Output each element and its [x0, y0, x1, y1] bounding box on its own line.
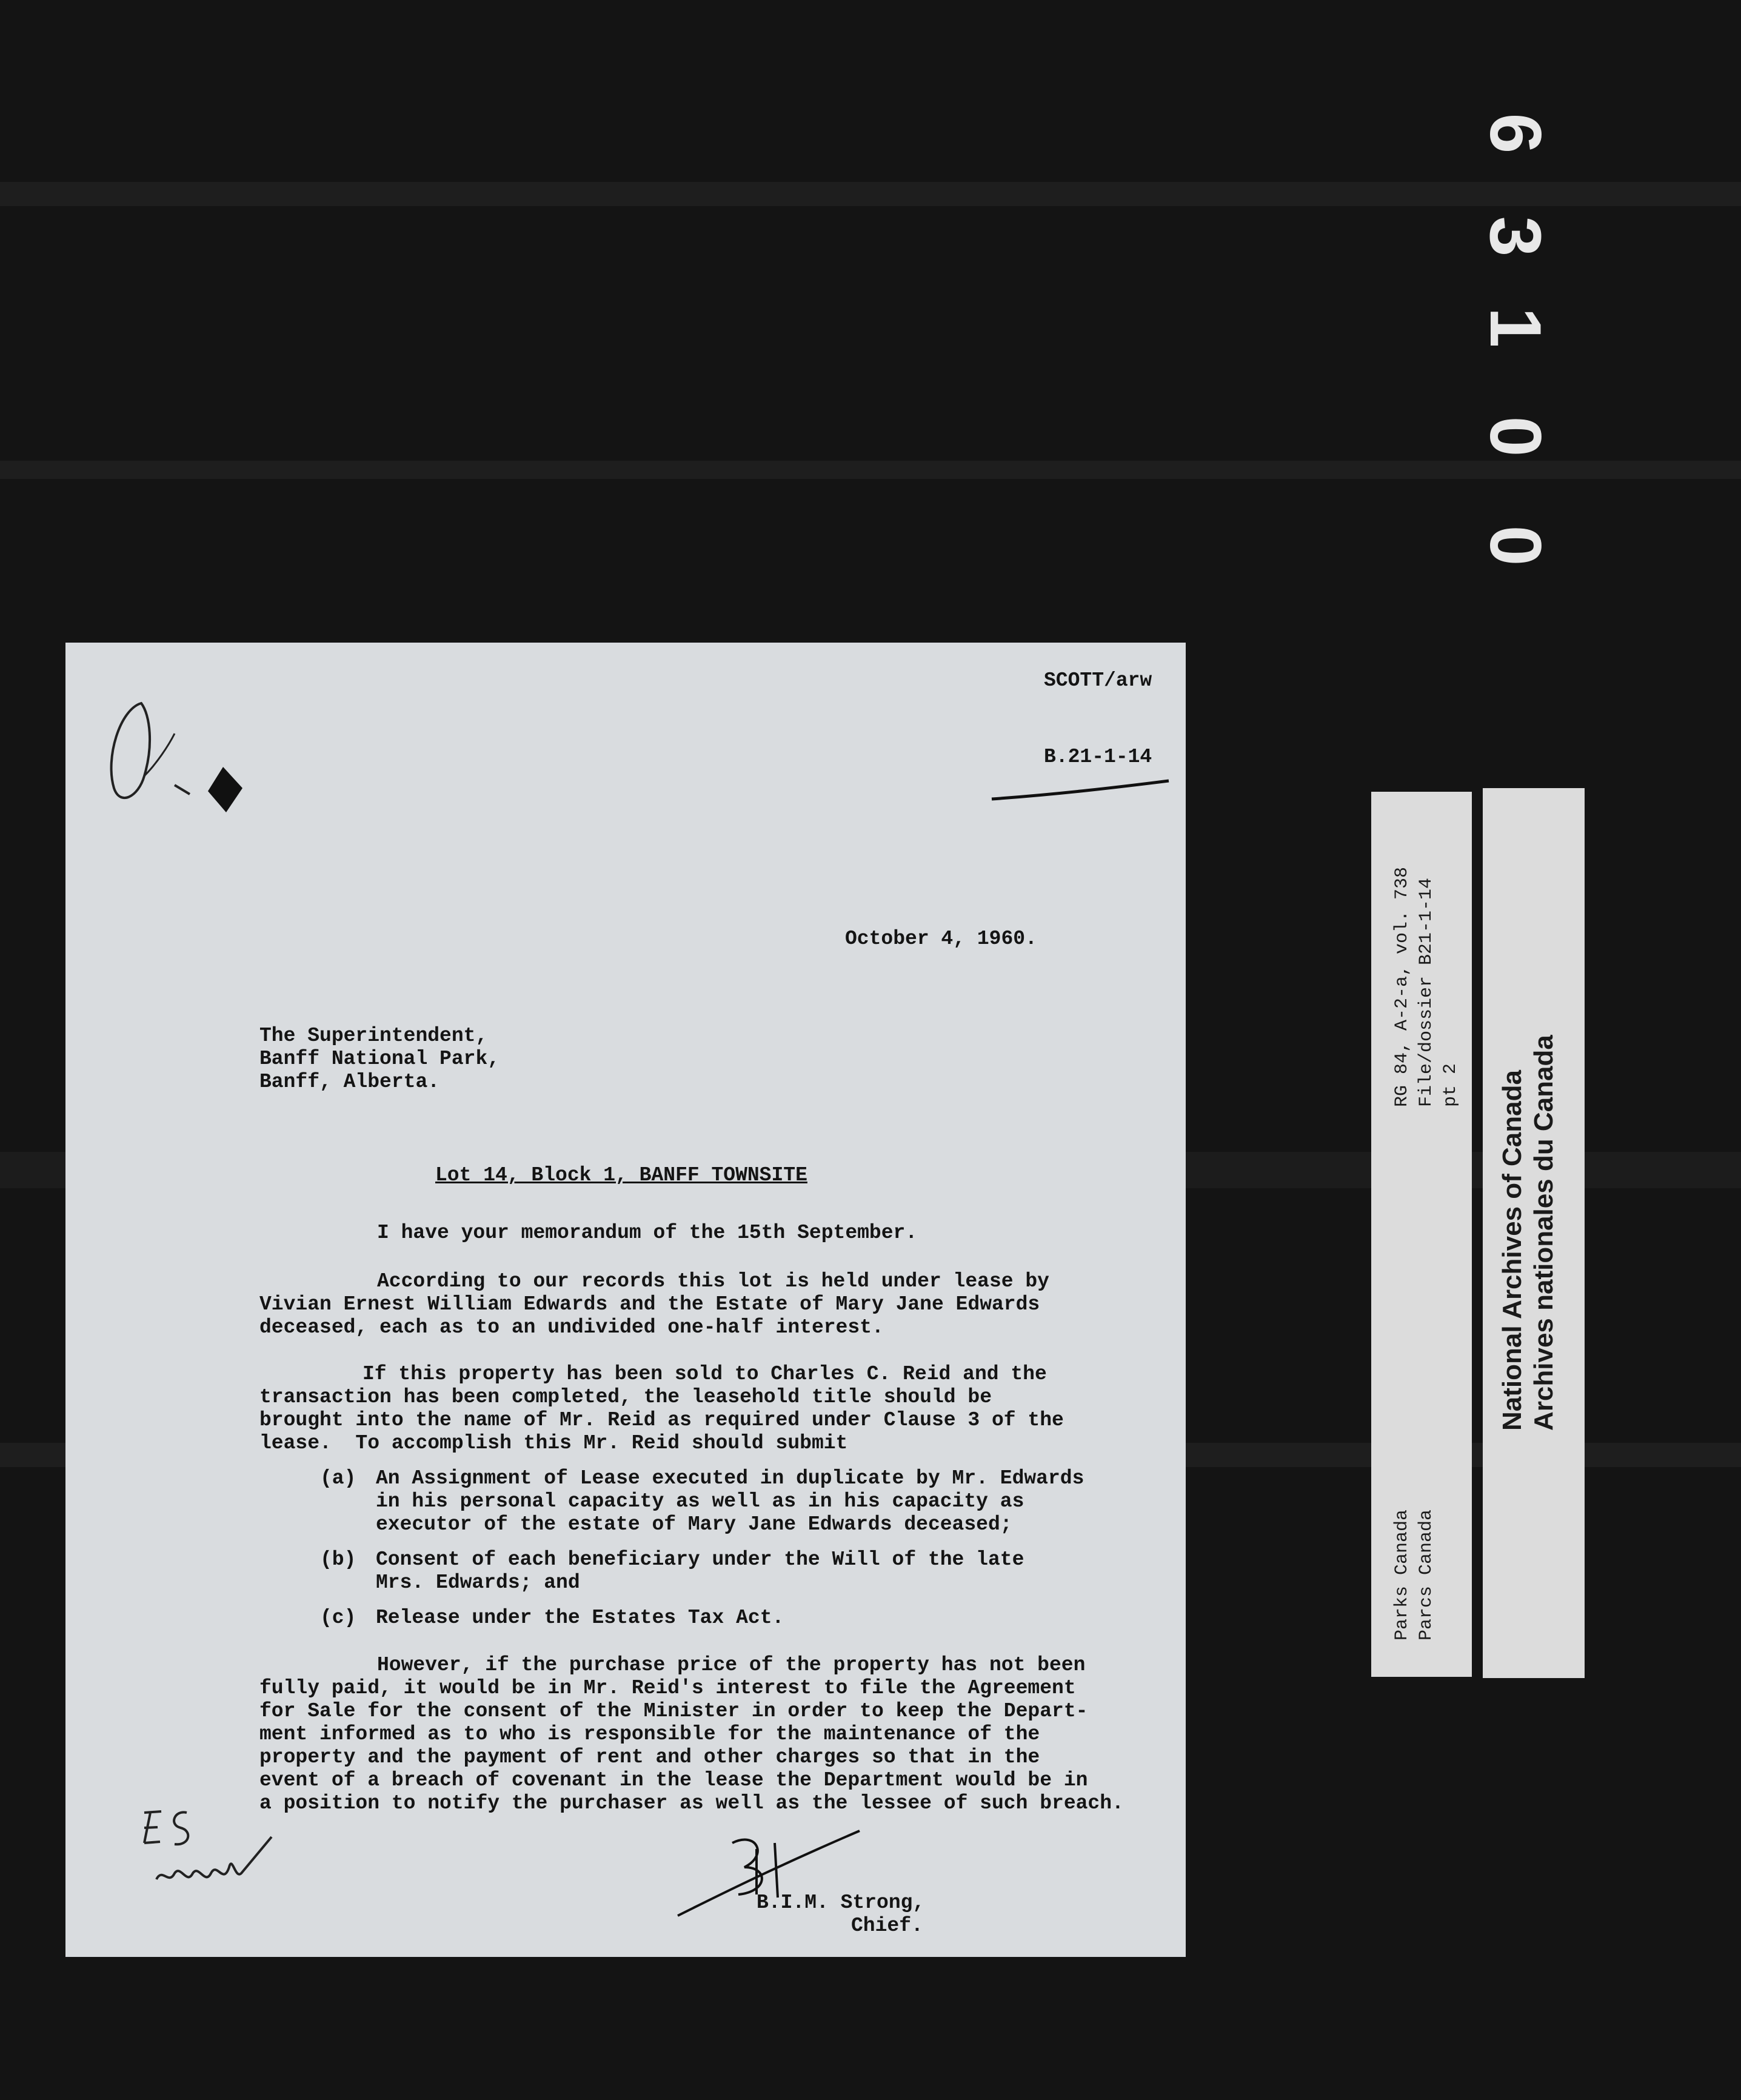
paragraph-4-line: property and the payment of rent and other charges so that in the	[259, 1746, 1040, 1768]
item-line: Consent of each beneficiary under the Will of the late	[376, 1548, 1024, 1571]
counter-digit: 6	[1475, 113, 1556, 154]
frame-counter	[1475, 0, 1556, 582]
paragraph-4-line: a position to notify the purchaser as well as the lessee of such breach.	[259, 1792, 1124, 1814]
label-line: Archives nationales du Canada	[1529, 1035, 1559, 1431]
label-line: File/dossier B21-1-14	[1416, 877, 1437, 1107]
file-number: B.21-1-14	[1044, 746, 1152, 768]
label-line: National Archives of Canada	[1497, 1070, 1527, 1431]
item-line: in his personal capacity as well as in his capacity as	[376, 1490, 1024, 1513]
item-line: Mrs. Edwards; and	[376, 1571, 580, 1594]
paragraph-4-line: ment informed as to who is responsible for the maintenance of the	[259, 1723, 1040, 1745]
paragraph-2-line: deceased, each as to an undivided one-half interest.	[259, 1316, 884, 1339]
subject-line: Lot 14, Block 1, BANFF TOWNSITE	[435, 1164, 807, 1186]
handwritten-initials-icon	[132, 1794, 314, 1928]
label-line: Parks Canada	[1392, 1509, 1412, 1640]
paragraph-2-line: According to our records this lot is held under lease by	[377, 1270, 1049, 1292]
reference-initials: SCOTT/arw	[1044, 669, 1152, 692]
signature-name: B.I.M. Strong,	[757, 1891, 925, 1914]
counter-digit: 0	[1475, 416, 1556, 457]
counter-digit: 0	[1475, 525, 1556, 566]
paragraph-3-line: If this property has been sold to Charles C. Reid and the	[363, 1363, 1047, 1385]
letter-date: October 4, 1960.	[845, 928, 1037, 950]
label-line: RG 84, A-2-a, vol. 738	[1392, 866, 1412, 1107]
paragraph-3-line: brought into the name of Mr. Reid as required under Clause 3 of the	[259, 1409, 1064, 1431]
item-line: Release under the Estates Tax Act.	[376, 1607, 784, 1629]
paragraph-4-line: fully paid, it would be in Mr. Reid's interest to file the Agreement	[259, 1677, 1076, 1699]
item-marker: (b)	[320, 1548, 356, 1571]
item-marker: (c)	[320, 1607, 356, 1629]
item-marker: (a)	[320, 1467, 356, 1490]
item-line: executor of the estate of Mary Jane Edwards deceased;	[376, 1513, 1012, 1536]
paragraph-3-line: lease. To accomplish this Mr. Reid should submit	[259, 1432, 848, 1454]
paragraph-1: I have your memorandum of the 15th September.	[377, 1222, 918, 1244]
counter-digit: 1	[1475, 307, 1556, 348]
label-line: Parcs Canada	[1416, 1509, 1437, 1640]
paragraph-3-line: transaction has been completed, the leasehold title should be	[259, 1386, 992, 1408]
letter-page	[65, 643, 1186, 1957]
label-line: pt 2	[1440, 1063, 1461, 1107]
address-line: Banff, Alberta.	[259, 1071, 440, 1093]
address-line: Banff National Park,	[259, 1048, 500, 1070]
paragraph-4-line: However, if the purchase price of the property has not been	[377, 1654, 1086, 1676]
paragraph-4-line: event of a breach of covenant in the lease the Department would be in	[259, 1769, 1088, 1791]
counter-digit: 3	[1475, 216, 1556, 257]
archive-label-large	[1483, 788, 1585, 1678]
address-line: The Superintendent,	[259, 1025, 488, 1047]
handwritten-mark-icon	[84, 667, 266, 824]
item-line: An Assignment of Lease executed in duplicate by Mr. Edwards	[376, 1467, 1084, 1490]
archive-label-small	[1371, 792, 1472, 1677]
paragraph-4-line: for Sale for the consent of the Minister in order to keep the Depart-	[259, 1700, 1088, 1722]
signature-title: Chief.	[851, 1914, 923, 1937]
paragraph-2-line: Vivian Ernest William Edwards and the Estate of Mary Jane Edwards	[259, 1293, 1040, 1316]
underline-stroke	[987, 776, 1181, 806]
